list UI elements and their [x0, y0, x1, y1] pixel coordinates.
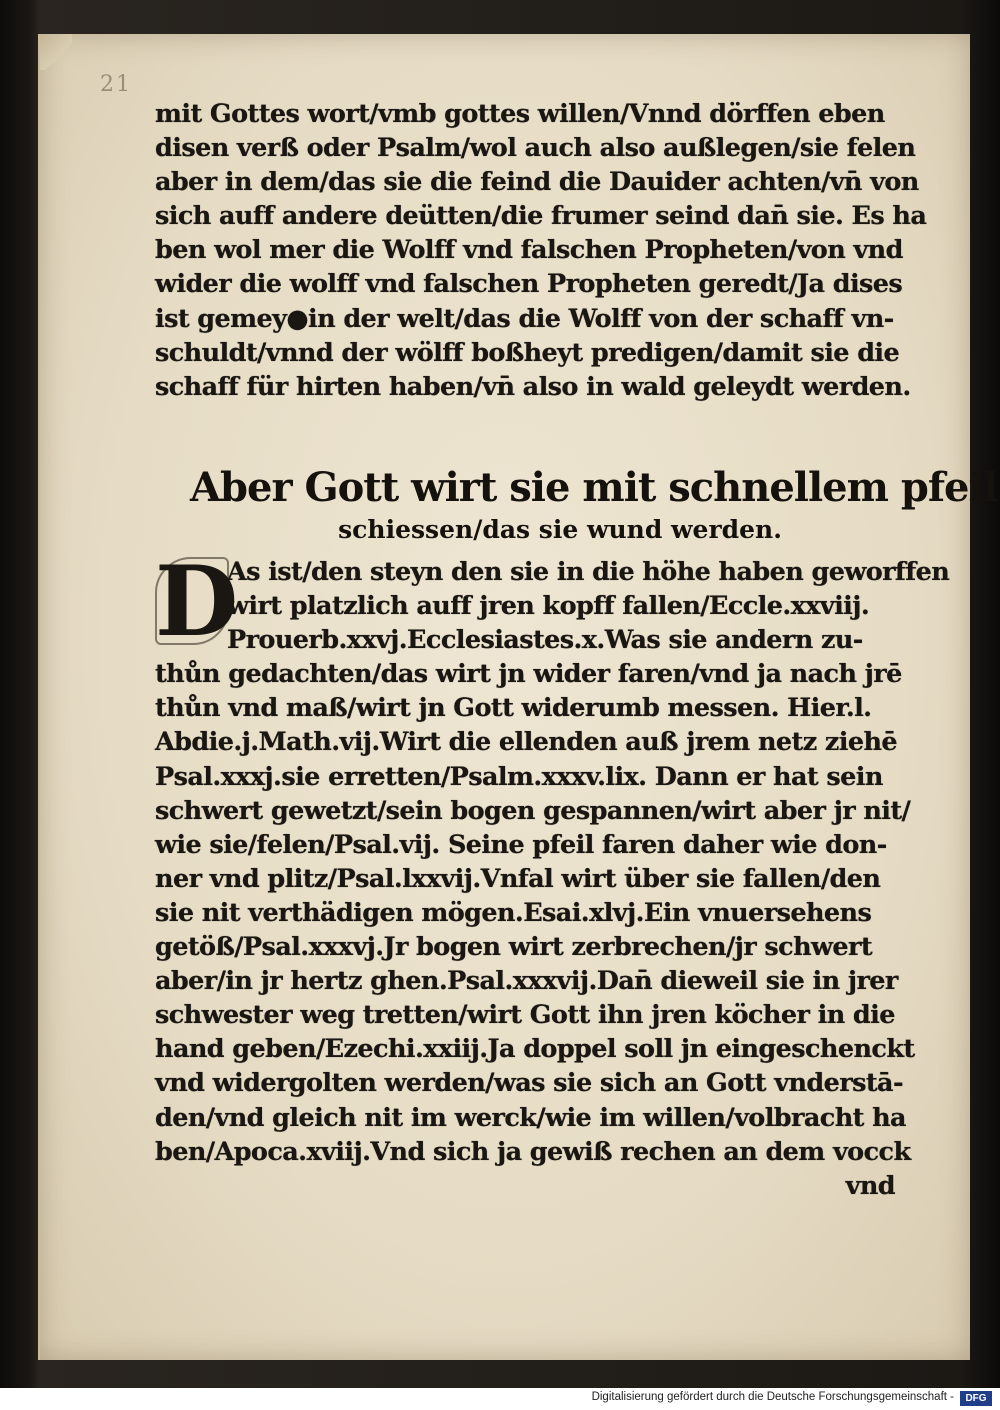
- text-block-top: [155, 97, 927, 404]
- text-line: ist gemey●in der welt/das die Wolff von der schaff vn-: [155, 303, 894, 334]
- funding-notice: Digitalisierung gefördert durch die Deutsche Forschungsgemeinschaft -: [591, 1391, 954, 1403]
- page-corner: [40, 34, 72, 70]
- text-line: mit Gottes wort/vmb gottes willen/Vnnd dörffen eben: [155, 99, 885, 129]
- text-line: As ist/den steyn den sie in die höhe haben geworffen: [227, 557, 950, 587]
- text-line: aber/in jr hertz ghen.Psal.xxxvij.Dan̄ dieweil sie in jrer: [155, 966, 898, 997]
- text-block-body: [155, 545, 950, 1203]
- text-line: thůn gedachten/das wirt jn wider faren/vnd ja nach jrē: [155, 659, 902, 690]
- text-line: sich auff andere deütten/die frumer seind dan̄ sie. Es ha: [155, 201, 927, 232]
- text-line: disen verß oder Psalm/wol auch also außlegen/sie felen: [155, 133, 916, 164]
- text-line: schaff für hirten haben/vn̄ also in wald geleydt werden.: [155, 371, 911, 402]
- text-line: schuldt/vnnd der wölff boßheyt predigen/damit sie die: [155, 337, 900, 368]
- text-line: hand geben/Ezechi.xxiij.Ja doppel soll jn eingeschenckt: [155, 1034, 915, 1065]
- text-line: vnd widergolten werden/was sie sich an Gott vnderstā-: [155, 1068, 903, 1099]
- text-line: thůn vnd maß/wirt jn Gott widerumb messen. Hier.l.: [155, 693, 872, 724]
- dropcap-initial: D: [155, 545, 239, 658]
- heading-main: Aber Gott wirt sie mit schnellem pfeil: [190, 464, 997, 511]
- section-heading: [190, 462, 997, 546]
- text-line: ben wol mer die Wolff vnd falschen Propheten/von vnd: [155, 235, 903, 266]
- text-line: wirt platzlich auff jren kopff fallen/Eccle.xxviij.: [227, 591, 870, 622]
- text-line: wie sie/felen/Psal.vij. Seine pfeil faren daher wie don-: [155, 829, 887, 860]
- text-line: Psal.xxxj.sie erretten/Psalm.xxxv.lix. Dann er hat sein: [155, 761, 883, 792]
- text-line: wider die wolff vnd falschen Propheten geredt/Ja dises: [155, 269, 903, 300]
- text-line: schwert gewetzt/sein bogen gespannen/wirt aber jr nit/: [155, 795, 911, 826]
- text-line: ner vnd plitz/Psal.lxxvij.Vnfal wirt über sie fallen/den: [155, 863, 881, 894]
- text-line: aber in dem/das sie die feind die Dauider achten/vn̄ von: [155, 167, 919, 198]
- heading-sub: schiessen/das sie wund werden.: [338, 515, 782, 544]
- dfg-logo: DFG: [960, 1391, 992, 1406]
- text-line: den/vnd gleich nit im werck/wie im willen/volbracht ha: [155, 1102, 906, 1133]
- catchword: vnd: [845, 1170, 895, 1201]
- text-line: schwester weg tretten/wirt Gott ihn jren köcher in die: [155, 1000, 895, 1031]
- text-line: ben/Apoca.xviij.Vnd sich ja gewiß rechen an dem vocck: [155, 1136, 911, 1167]
- text-line: getöß/Psal.xxxvj.Jr bogen wirt zerbrechen/jr schwert: [155, 932, 873, 963]
- folio-number: 21: [100, 72, 132, 97]
- text-line: sie nit verthädigen mögen.Esai.xlvj.Ein vnuersehens: [155, 897, 872, 928]
- text-line: Abdie.j.Math.vij.Wirt die ellenden auß jrem netz ziehē: [155, 727, 898, 758]
- footer-bar: [0, 1388, 1000, 1410]
- text-line: Prouerb.xxvj.Ecclesiastes.x.Was sie andern zu-: [227, 625, 863, 656]
